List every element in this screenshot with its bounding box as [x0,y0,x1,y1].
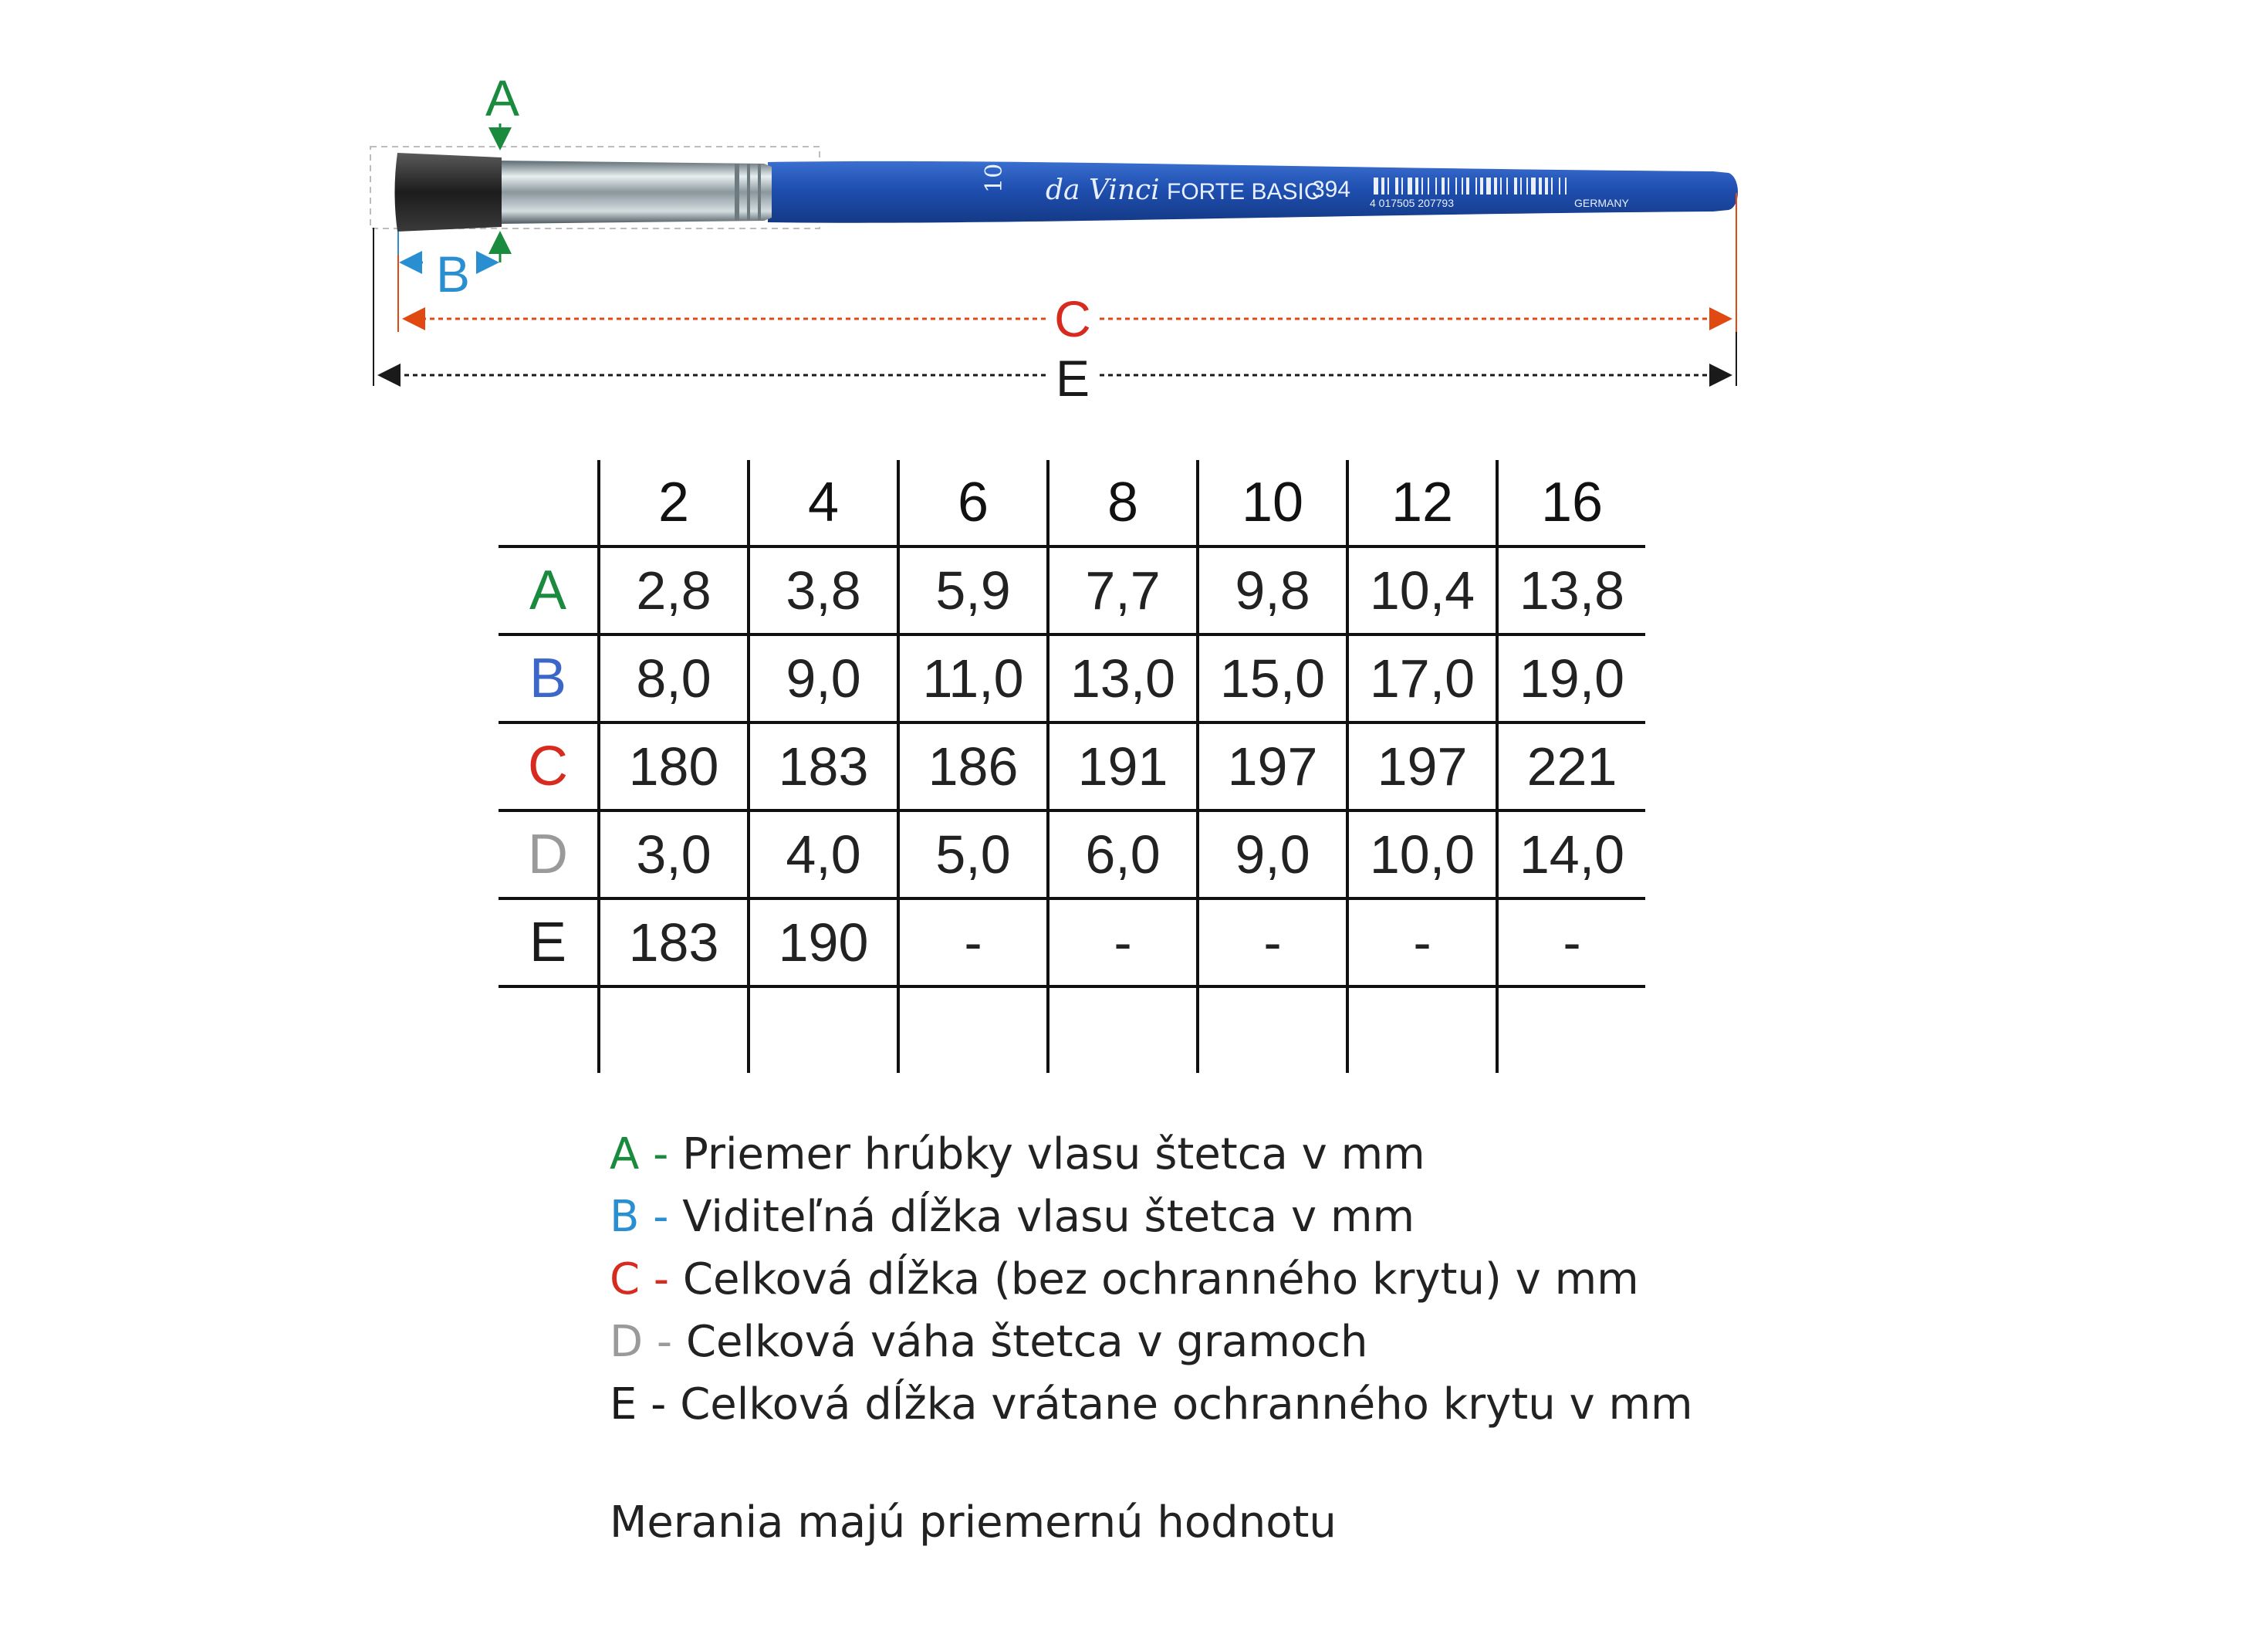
table-cell: 183 [749,722,898,810]
table-cell: 183 [599,898,749,986]
legend-key-b: B - [610,1192,669,1242]
size-header: 6 [898,460,1048,546]
legend-key-a: A - [610,1129,669,1179]
table-cell: 3,8 [749,546,898,634]
legend-item-d [610,1311,1693,1373]
table-row [499,810,1645,898]
table-cell: 7,7 [1048,546,1198,634]
brush-hair [395,153,502,232]
dimension-label-e: E [1055,350,1090,407]
empty-cell [749,986,898,1073]
handle-line-text: FORTE BASIC [1167,179,1321,205]
size-header: 4 [749,460,898,546]
size-table [499,460,1645,1073]
legend-key-c: C - [610,1254,670,1304]
row-label-d: D [499,810,599,898]
row-label-c: C [499,722,599,810]
table-cell: 9,0 [749,634,898,722]
legend-key-d: D - [610,1317,673,1367]
empty-cell [898,986,1048,1073]
table-cell: 8,0 [599,634,749,722]
legend-item-b [610,1186,1693,1248]
table-cell: 14,0 [1497,810,1645,898]
legend-text-d: Celková váha štetca v gramoch [672,1317,1368,1367]
table-cell: 5,0 [898,810,1048,898]
table-cell: - [1497,898,1645,986]
legend-item-e [610,1373,1693,1436]
table-cell: 13,8 [1497,546,1645,634]
dimension-label-b: B [435,245,471,303]
empty-cell [499,986,599,1073]
empty-cell [1048,986,1198,1073]
dimension-label-c: C [1054,290,1091,347]
handle-brand-text: da Vinci [1046,174,1160,206]
empty-cell [1198,986,1347,1073]
legend-text-a: Priemer hrúbky vlasu štetca v mm [668,1129,1425,1179]
table-cell: 190 [749,898,898,986]
handle-size-text: 10 [981,163,1008,193]
table-cell: 10,4 [1347,546,1497,634]
table-cell: 180 [599,722,749,810]
table-row [499,722,1645,810]
corner-cell [499,460,599,546]
empty-table-row [499,986,1645,1073]
table-row [499,634,1645,722]
size-header: 12 [1347,460,1497,546]
legend-text-c: Celková dĺžka (bez ochranného krytu) v mm [669,1254,1639,1304]
table-cell: 15,0 [1198,634,1347,722]
table-cell: 10,0 [1347,810,1497,898]
table-row [499,546,1645,634]
brush-ferrule [486,161,772,224]
table-cell: 5,9 [898,546,1048,634]
table-cell: 191 [1048,722,1198,810]
handle-series-text: 394 [1312,177,1351,202]
table-cell: - [1048,898,1198,986]
legend-text-e: Celková dĺžka vrátane ochranného krytu v mm [666,1379,1693,1430]
row-label-e: E [499,898,599,986]
empty-cell [599,986,749,1073]
table-cell: 13,0 [1048,634,1198,722]
brush-diagram [0,0,2268,432]
legend-item-c [610,1248,1693,1311]
size-header: 16 [1497,460,1645,546]
table-cell: 197 [1347,722,1497,810]
table-cell: - [1347,898,1497,986]
table-row [499,898,1645,986]
table-cell: 9,0 [1198,810,1347,898]
empty-cell [1347,986,1497,1073]
empty-cell [1497,986,1645,1073]
table-cell: 17,0 [1347,634,1497,722]
table-cell: 2,8 [599,546,749,634]
legend-text-b: Viditeľná dĺžka vlasu štetca v mm [668,1192,1415,1242]
size-header-row [499,460,1645,546]
legend [610,1123,1693,1436]
dimension-label-a: A [485,69,520,127]
table-cell: 9,8 [1198,546,1347,634]
table-cell: 19,0 [1497,634,1645,722]
table-cell: 221 [1497,722,1645,810]
table-cell: - [898,898,1048,986]
legend-key-e: E - [610,1379,667,1430]
table-cell: 197 [1198,722,1347,810]
handle-origin-text: GERMANY [1574,197,1629,209]
measurement-note: Merania majú priemernú hodnotu [610,1497,1337,1548]
size-header: 2 [599,460,749,546]
size-header: 10 [1198,460,1347,546]
legend-item-a [610,1123,1693,1186]
barcode-number-text: 4 017505 207793 [1370,197,1454,209]
row-label-b: B [499,634,599,722]
table-cell: 4,0 [749,810,898,898]
table-cell: - [1198,898,1347,986]
table-cell: 186 [898,722,1048,810]
size-header: 8 [1048,460,1198,546]
table-cell: 3,0 [599,810,749,898]
table-cell: 6,0 [1048,810,1198,898]
row-label-a: A [499,546,599,634]
table-cell: 11,0 [898,634,1048,722]
